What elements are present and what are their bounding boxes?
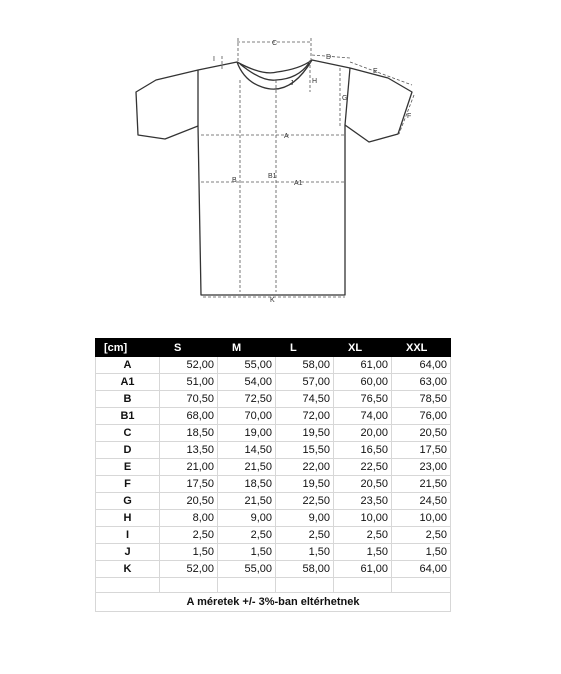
- table-cell: 58,00: [276, 561, 334, 578]
- table-cell: 74,00: [334, 408, 392, 425]
- table-cell: 72,50: [218, 391, 276, 408]
- size-table-header: [96, 339, 451, 357]
- table-cell: 51,00: [160, 374, 218, 391]
- empty-cell: [218, 578, 276, 593]
- header-size-xl: XL: [334, 339, 392, 357]
- table-cell: 1,50: [392, 544, 451, 561]
- table-cell: 8,00: [160, 510, 218, 527]
- table-cell: 2,50: [392, 527, 451, 544]
- label-D: D: [326, 54, 332, 61]
- table-cell: 17,50: [392, 442, 451, 459]
- table-cell: 17,50: [160, 476, 218, 493]
- table-row: [96, 459, 451, 476]
- table-cell: 72,00: [276, 408, 334, 425]
- row-label: A: [96, 357, 160, 374]
- row-label: B1: [96, 408, 160, 425]
- table-cell: 19,50: [276, 476, 334, 493]
- table-cell: 21,00: [160, 459, 218, 476]
- table-cell: 64,00: [392, 357, 451, 374]
- table-row: [96, 374, 451, 391]
- table-row: [96, 527, 451, 544]
- table-cell: 20,50: [334, 476, 392, 493]
- table-row: [96, 357, 451, 374]
- row-label: H: [96, 510, 160, 527]
- table-cell: 9,00: [218, 510, 276, 527]
- table-cell: 63,00: [392, 374, 451, 391]
- table-cell: 19,00: [218, 425, 276, 442]
- header-size-l: L: [276, 339, 334, 357]
- table-cell: 2,50: [334, 527, 392, 544]
- table-cell: 22,00: [276, 459, 334, 476]
- table-row: [96, 391, 451, 408]
- table-cell: 22,50: [334, 459, 392, 476]
- table-cell: 1,50: [160, 544, 218, 561]
- table-row: [96, 442, 451, 459]
- label-G: G: [342, 95, 348, 102]
- table-cell: 21,50: [218, 459, 276, 476]
- header-size-xxl: XXL: [392, 339, 451, 357]
- row-label: E: [96, 459, 160, 476]
- table-row: [96, 493, 451, 510]
- label-I: I: [213, 56, 215, 63]
- table-cell: 57,00: [276, 374, 334, 391]
- table-cell: 2,50: [160, 527, 218, 544]
- table-cell: 2,50: [276, 527, 334, 544]
- tshirt-measurement-diagram: [0, 0, 561, 320]
- tolerance-note: A méretek +/- 3%-ban eltérhetnek: [96, 593, 451, 612]
- table-cell: 78,50: [392, 391, 451, 408]
- label-A: A: [284, 133, 289, 140]
- table-cell: 13,50: [160, 442, 218, 459]
- table-cell: 1,50: [276, 544, 334, 561]
- row-label: B: [96, 391, 160, 408]
- header-unit: [cm]: [96, 339, 160, 357]
- table-cell: 2,50: [218, 527, 276, 544]
- spacer-row: [96, 578, 451, 593]
- table-cell: 23,50: [334, 493, 392, 510]
- table-cell: 70,00: [218, 408, 276, 425]
- table-cell: 10,00: [334, 510, 392, 527]
- empty-cell: [334, 578, 392, 593]
- table-cell: 19,50: [276, 425, 334, 442]
- table-cell: 52,00: [160, 357, 218, 374]
- table-cell: 64,00: [392, 561, 451, 578]
- label-H: H: [312, 78, 318, 85]
- table-cell: 23,00: [392, 459, 451, 476]
- table-cell: 74,50: [276, 391, 334, 408]
- table-cell: 18,50: [218, 476, 276, 493]
- table-cell: 14,50: [218, 442, 276, 459]
- label-F: F: [407, 113, 412, 120]
- table-cell: 1,50: [334, 544, 392, 561]
- label-A1: A1: [294, 180, 303, 187]
- size-table: [95, 338, 451, 612]
- row-label: K: [96, 561, 160, 578]
- table-cell: 21,50: [392, 476, 451, 493]
- table-cell: 54,00: [218, 374, 276, 391]
- table-cell: 68,00: [160, 408, 218, 425]
- label-B1: B1: [268, 173, 277, 180]
- empty-cell: [160, 578, 218, 593]
- table-cell: 10,00: [392, 510, 451, 527]
- table-cell: 18,50: [160, 425, 218, 442]
- row-label: G: [96, 493, 160, 510]
- table-row: [96, 510, 451, 527]
- table-cell: 55,00: [218, 561, 276, 578]
- table-cell: 20,00: [334, 425, 392, 442]
- label-B: B: [232, 177, 237, 184]
- header-size-s: S: [160, 339, 218, 357]
- table-cell: 58,00: [276, 357, 334, 374]
- row-label: F: [96, 476, 160, 493]
- table-cell: 61,00: [334, 357, 392, 374]
- label-E: E: [373, 68, 378, 75]
- row-label: I: [96, 527, 160, 544]
- table-cell: 22,50: [276, 493, 334, 510]
- row-label: A1: [96, 374, 160, 391]
- row-label: J: [96, 544, 160, 561]
- table-cell: 20,50: [392, 425, 451, 442]
- empty-cell: [96, 578, 160, 593]
- table-cell: 20,50: [160, 493, 218, 510]
- row-label: C: [96, 425, 160, 442]
- label-J: J: [290, 80, 294, 87]
- label-K: K: [270, 297, 275, 304]
- label-C: C: [272, 40, 278, 47]
- table-cell: 70,50: [160, 391, 218, 408]
- table-cell: 16,50: [334, 442, 392, 459]
- empty-cell: [276, 578, 334, 593]
- note-row: [96, 593, 451, 612]
- table-cell: 15,50: [276, 442, 334, 459]
- empty-cell: [392, 578, 451, 593]
- table-cell: 55,00: [218, 357, 276, 374]
- table-row: [96, 544, 451, 561]
- size-table-body: [96, 357, 451, 612]
- table-cell: 76,50: [334, 391, 392, 408]
- table-row: [96, 561, 451, 578]
- table-cell: 21,50: [218, 493, 276, 510]
- table-cell: 61,00: [334, 561, 392, 578]
- table-row: [96, 425, 451, 442]
- table-cell: 76,00: [392, 408, 451, 425]
- table-cell: 60,00: [334, 374, 392, 391]
- table-cell: 52,00: [160, 561, 218, 578]
- table-cell: 9,00: [276, 510, 334, 527]
- table-row: [96, 476, 451, 493]
- table-cell: 24,50: [392, 493, 451, 510]
- table-row: [96, 408, 451, 425]
- collar: [237, 60, 312, 80]
- row-label: D: [96, 442, 160, 459]
- table-cell: 1,50: [218, 544, 276, 561]
- header-size-m: M: [218, 339, 276, 357]
